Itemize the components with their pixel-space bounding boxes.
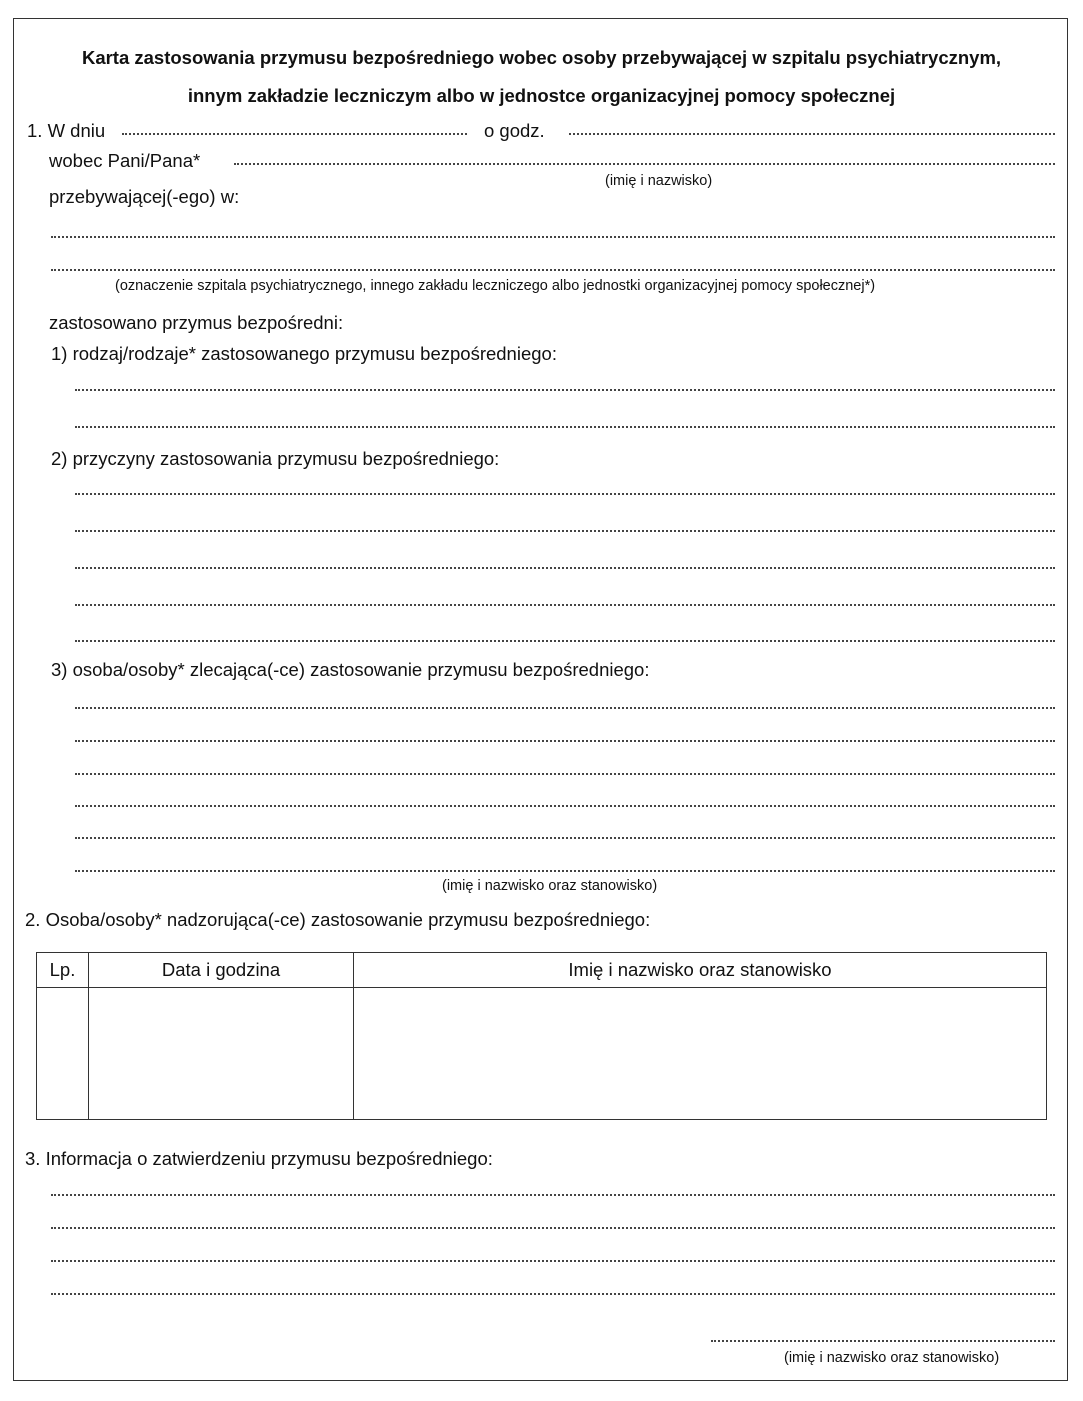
facility-field-line1[interactable] <box>51 236 1055 238</box>
facility-field-line2[interactable] <box>51 269 1055 271</box>
cell-name-position[interactable] <box>354 988 1047 1120</box>
hour-label: o godz. <box>484 120 545 141</box>
person-name-field[interactable] <box>234 163 1055 165</box>
approval-field-line3[interactable] <box>51 1260 1055 1262</box>
item3-label: 3) osoba/osoby* zlecająca(-ce) zastosowanie przymusu bezpośredniego: <box>51 659 650 680</box>
approval-field-line4[interactable] <box>51 1293 1055 1295</box>
cell-lp[interactable] <box>37 988 89 1120</box>
item2-field-line4[interactable] <box>75 604 1055 606</box>
item3-field-line2[interactable] <box>75 740 1055 742</box>
item3-field-line5[interactable] <box>75 837 1055 839</box>
item1-label: 1) rodzaj/rodzaje* zastosowanego przymusu bezpośredniego: <box>51 343 557 364</box>
hour-field[interactable] <box>569 133 1055 135</box>
applied-label: zastosowano przymus bezpośredni: <box>49 312 344 333</box>
item2-field-line2[interactable] <box>75 530 1055 532</box>
item3-caption: (imię i nazwisko oraz stanowisko) <box>442 878 658 894</box>
form-title-line1: Karta zastosowania przymusu bezpośredniego wobec osoby przebywającej w szpitalu psychiatrycznym, <box>81 47 1002 68</box>
approval-field-line1[interactable] <box>51 1194 1055 1196</box>
item3-field-line6[interactable] <box>75 870 1055 872</box>
item1-field-line1[interactable] <box>75 389 1055 391</box>
header-lp: Lp. <box>37 953 89 988</box>
person-label: wobec Pani/Pana* <box>49 150 201 171</box>
supervisors-label: 2. Osoba/osoby* nadzorująca(-ce) zastosowanie przymusu bezpośredniego: <box>25 909 651 930</box>
header-name-position: Imię i nazwisko oraz stanowisko <box>354 953 1047 988</box>
item3-field-line3[interactable] <box>75 773 1055 775</box>
table-header-row <box>37 953 1047 988</box>
table-row <box>37 988 1047 1120</box>
supervisors-table <box>36 952 1047 1120</box>
date-label: 1. W dniu <box>27 120 106 141</box>
person-caption: (imię i nazwisko) <box>605 173 713 189</box>
facility-caption: (oznaczenie szpitala psychiatrycznego, innego zakładu leczniczego albo jednostki organizacyjnej pomocy społecznej*) <box>115 278 876 294</box>
item1-field-line2[interactable] <box>75 426 1055 428</box>
item2-field-line5[interactable] <box>75 640 1055 642</box>
stay-label: przebywającej(-ego) w: <box>49 186 240 207</box>
item3-field-line1[interactable] <box>75 707 1055 709</box>
item2-field-line3[interactable] <box>75 567 1055 569</box>
approval-field-line2[interactable] <box>51 1227 1055 1229</box>
cell-date-time[interactable] <box>89 988 354 1120</box>
signature-field[interactable] <box>711 1340 1055 1342</box>
approval-label: 3. Informacja o zatwierdzeniu przymusu bezpośredniego: <box>25 1148 493 1169</box>
signature-caption: (imię i nazwisko oraz stanowisko) <box>784 1350 1000 1366</box>
item3-field-line4[interactable] <box>75 805 1055 807</box>
date-field[interactable] <box>122 133 467 135</box>
item2-field-line1[interactable] <box>75 493 1055 495</box>
item2-label: 2) przyczyny zastosowania przymusu bezpośredniego: <box>51 448 500 469</box>
header-date-time: Data i godzina <box>89 953 354 988</box>
form-title-line2: innym zakładzie leczniczym albo w jednostce organizacyjnej pomocy społecznej <box>187 85 896 106</box>
form-frame <box>13 18 1068 1381</box>
